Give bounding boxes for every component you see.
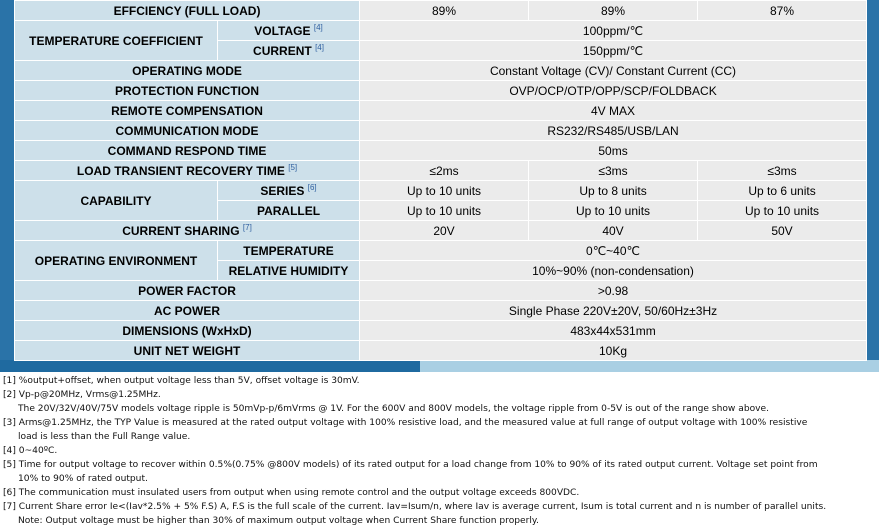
row-load-transient [15,161,867,181]
temp-coeff-voltage-value: 100ppm/℃ [360,21,867,41]
left-frame-bar [0,0,14,372]
parallel-value-1: Up to 10 units [360,201,529,221]
operating-env-label: OPERATING ENVIRONMENT [15,241,218,281]
power-factor-label: POWER FACTOR [15,281,360,301]
row-cmd-respond [15,141,867,161]
protection-label: PROTECTION FUNCTION [15,81,360,101]
bottom-frame-bar-dark [0,360,420,372]
footnote-ref: [7] [242,222,252,232]
row-ac-power [15,301,867,321]
series-value-2: Up to 8 units [529,181,698,201]
footnote-7-cont: Note: Output voltage must be higher than 30% of maximum output voltage when Current Share function properly. [18,516,539,526]
series-value-3: Up to 6 units [698,181,867,201]
row-power-factor [15,281,867,301]
bottom-frame-bar-light [420,360,879,372]
capability-parallel-label: PARALLEL [218,201,360,221]
row-operating-mode [15,61,867,81]
footnote-ref: [4] [313,22,323,32]
operating-mode-label: OPERATING MODE [15,61,360,81]
footnote-7: [7] Current Share error Ie<(Iav*2.5% + 5% F.S) A, F.S is the full scale of the current. Iav=Isum/n, where Iav is average current, Isum is total current and n is number of parallel units. [3,502,827,512]
temp-coeff-current-value: 150ppm/℃ [360,41,867,61]
footnote-ref: [5] [288,162,298,172]
footnotes [0,374,879,528]
protection-value: OVP/OCP/OTP/OPP/SCP/FOLDBACK [360,81,867,101]
current-sharing-label: CURRENT SHARING [7] [15,221,360,241]
dimensions-value: 483x44x531mm [360,321,867,341]
footnote-2: [2] Vp-p@20MHz, Vrms@1.25MHz. [3,390,161,400]
row-capability-series [15,181,867,201]
ac-power-value: Single Phase 220V±20V, 50/60Hz±3Hz [360,301,867,321]
footnote-ref: [6] [307,182,317,192]
current-sharing-value-3: 50V [698,221,867,241]
parallel-value-3: Up to 10 units [698,201,867,221]
row-current-sharing [15,221,867,241]
efficiency-value-3: 87% [698,1,867,21]
temp-coeff-voltage-label: VOLTAGE [4] [218,21,360,41]
weight-value: 10Kg [360,341,867,361]
load-transient-value-2: ≤3ms [529,161,698,181]
efficiency-label: EFFCIENCY (FULL LOAD) [15,1,360,21]
current-sharing-value-1: 20V [360,221,529,241]
footnote-3-cont: load is less than the Full Range value. [18,432,191,442]
comm-mode-label: COMMUNICATION MODE [15,121,360,141]
efficiency-value-1: 89% [360,1,529,21]
footnote-2-cont: The 20V/32V/40V/75V models voltage ripple is 50mVp-p/6mVrms @ 1V. For the 600V and 800V models, the voltage ripple from 0-5V is out of the range show above. [18,404,770,414]
load-transient-value-1: ≤2ms [360,161,529,181]
temp-coeff-label: TEMPERATURE COEFFICIENT [15,21,218,61]
capability-series-label: SERIES [6] [218,181,360,201]
row-env-temperature [15,241,867,261]
remote-comp-value: 4V MAX [360,101,867,121]
footnote-4: [4] 0~40ºC. [3,446,58,456]
footnote-5-cont: 10% to 90% of rated output. [18,474,148,484]
power-factor-value: >0.98 [360,281,867,301]
parallel-value-2: Up to 10 units [529,201,698,221]
ac-power-label: AC POWER [15,301,360,321]
spec-table [14,0,867,361]
load-transient-value-3: ≤3ms [698,161,867,181]
footnote-ref: [4] [315,42,324,52]
row-efficiency [15,1,867,21]
row-dimensions [15,321,867,341]
temp-coeff-current-label: CURRENT [4] [218,41,360,61]
capability-label: CAPABILITY [15,181,218,221]
footnote-1: [1] %output+offset, when output voltage less than 5V, offset voltage is 30mV. [3,376,360,386]
dimensions-label: DIMENSIONS (WxHxD) [15,321,360,341]
row-temp-coeff-voltage [15,21,867,41]
load-transient-label: LOAD TRANSIENT RECOVERY TIME [5] [15,161,360,181]
row-weight [15,341,867,361]
weight-label: UNIT NET WEIGHT [15,341,360,361]
row-remote-comp [15,101,867,121]
env-humidity-label: RELATIVE HUMIDITY [218,261,360,281]
remote-comp-label: REMOTE COMPENSATION [15,101,360,121]
env-humidity-value: 10%~90% (non-condensation) [360,261,867,281]
efficiency-value-2: 89% [529,1,698,21]
cmd-respond-value: 50ms [360,141,867,161]
env-temperature-label: TEMPERATURE [218,241,360,261]
current-sharing-value-2: 40V [529,221,698,241]
series-value-1: Up to 10 units [360,181,529,201]
row-comm-mode [15,121,867,141]
footnote-5: [5] Time for output voltage to recover within 0.5%(0.75% @800V models) of its rated output for a load change from 10% to 90% of its rated output current. Voltage set point from [3,460,818,470]
operating-mode-value: Constant Voltage (CV)/ Constant Current (CC) [360,61,867,81]
footnote-3: [3] Arms@1.25MHz, the TYP Value is measured at the rated output voltage with 100% resistive load, and the measured value at full range of output voltage with 100% resistive [3,418,808,428]
footnote-6: [6] The communication must insulated users from output when using remote control and the output voltage exceeds 800VDC. [3,488,580,498]
env-temperature-value: 0℃~40℃ [360,241,867,261]
row-protection [15,81,867,101]
right-frame-bar [866,0,879,372]
comm-mode-value: RS232/RS485/USB/LAN [360,121,867,141]
cmd-respond-label: COMMAND RESPOND TIME [15,141,360,161]
